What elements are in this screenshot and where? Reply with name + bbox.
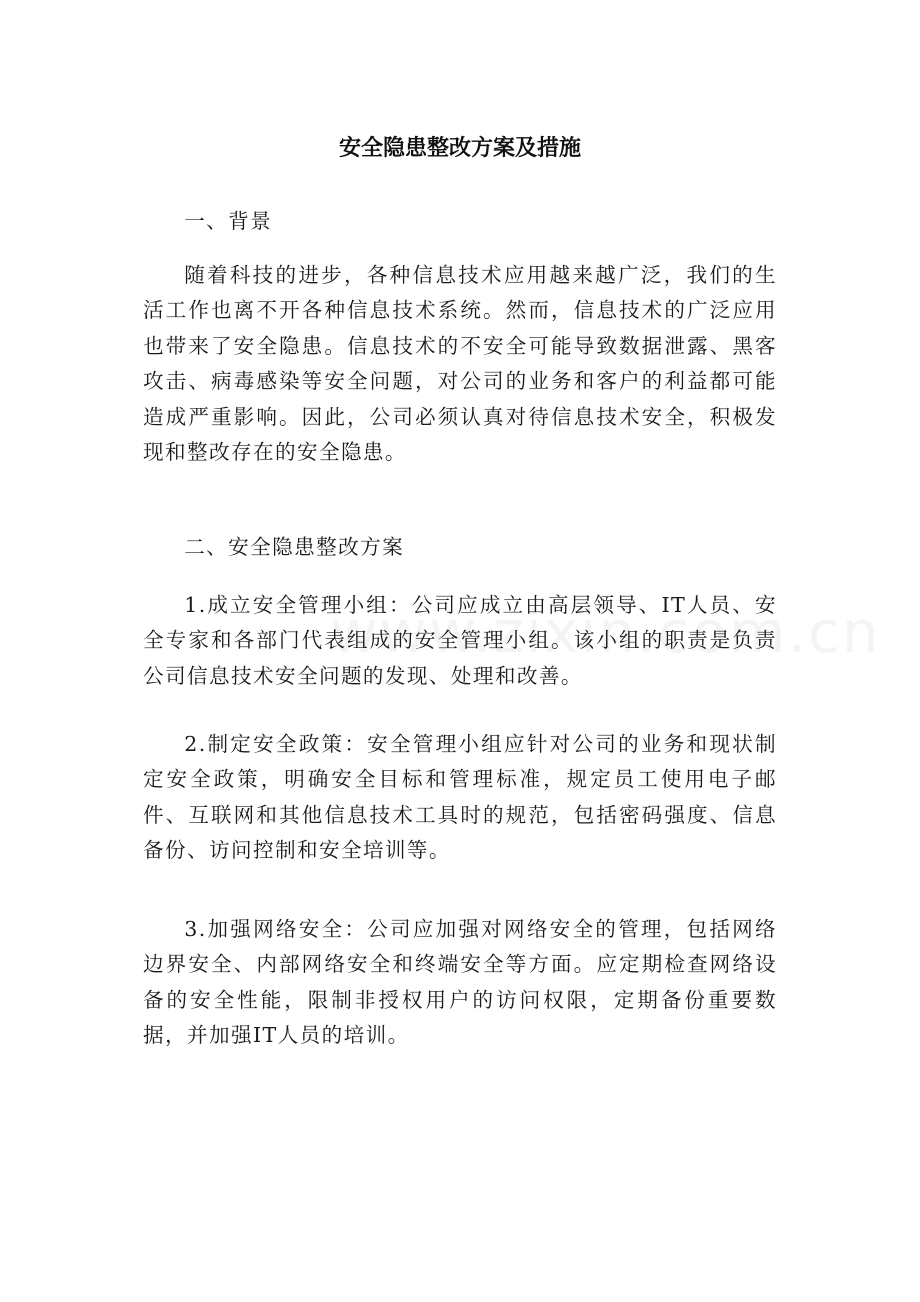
section-heading-text: 一、背景	[184, 209, 273, 233]
background-paragraph	[143, 258, 777, 470]
paragraph-text: 随着科技的进步，各种信息技术应用越来越广泛，我们的生活工作也离不开各种信息技术系统。然而，信息技术的广泛应用也带来了安全隐患。信息技术的不安全可能导致数据泄露、黑客攻击、病毒感染等安全问题，对公司的业务和客户的利益都可能造成严重影响。因此，公司必须认真对待信息技术安全，积极发现和整改存在的安全隐患。	[143, 263, 777, 465]
document-title: 安全隐患整改方案及措施	[338, 136, 581, 161]
plan-item-text: 2.制定安全政策：安全管理小组应针对公司的业务和现状制定安全政策，明确安全目标和管理标准，规定员工使用电子邮件、互联网和其他信息技术工具时的规范，包括密码强度、信息备份、访问控制和安全培训等。	[143, 732, 777, 863]
section-heading-background	[143, 204, 777, 239]
plan-item-3	[143, 912, 777, 1054]
plan-item-2	[143, 727, 777, 869]
plan-item-1	[143, 588, 777, 694]
section-heading-text: 二、安全隐患整改方案	[184, 535, 405, 559]
section-heading-plan	[143, 530, 777, 565]
plan-item-text: 1.成立安全管理小组：公司应成立由高层领导、IT人员、安全专家和各部门代表组成的安全管理小组。该小组的职责是负责公司信息技术安全问题的发现、处理和改善。	[143, 593, 777, 688]
plan-item-text: 3.加强网络安全：公司应加强对网络安全的管理，包括网络边界安全、内部网络安全和终端安全等方面。应定期检查网络设备的安全性能，限制非授权用户的访问权限，定期备份重要数据，并加强IT人员的培训。	[143, 917, 777, 1048]
